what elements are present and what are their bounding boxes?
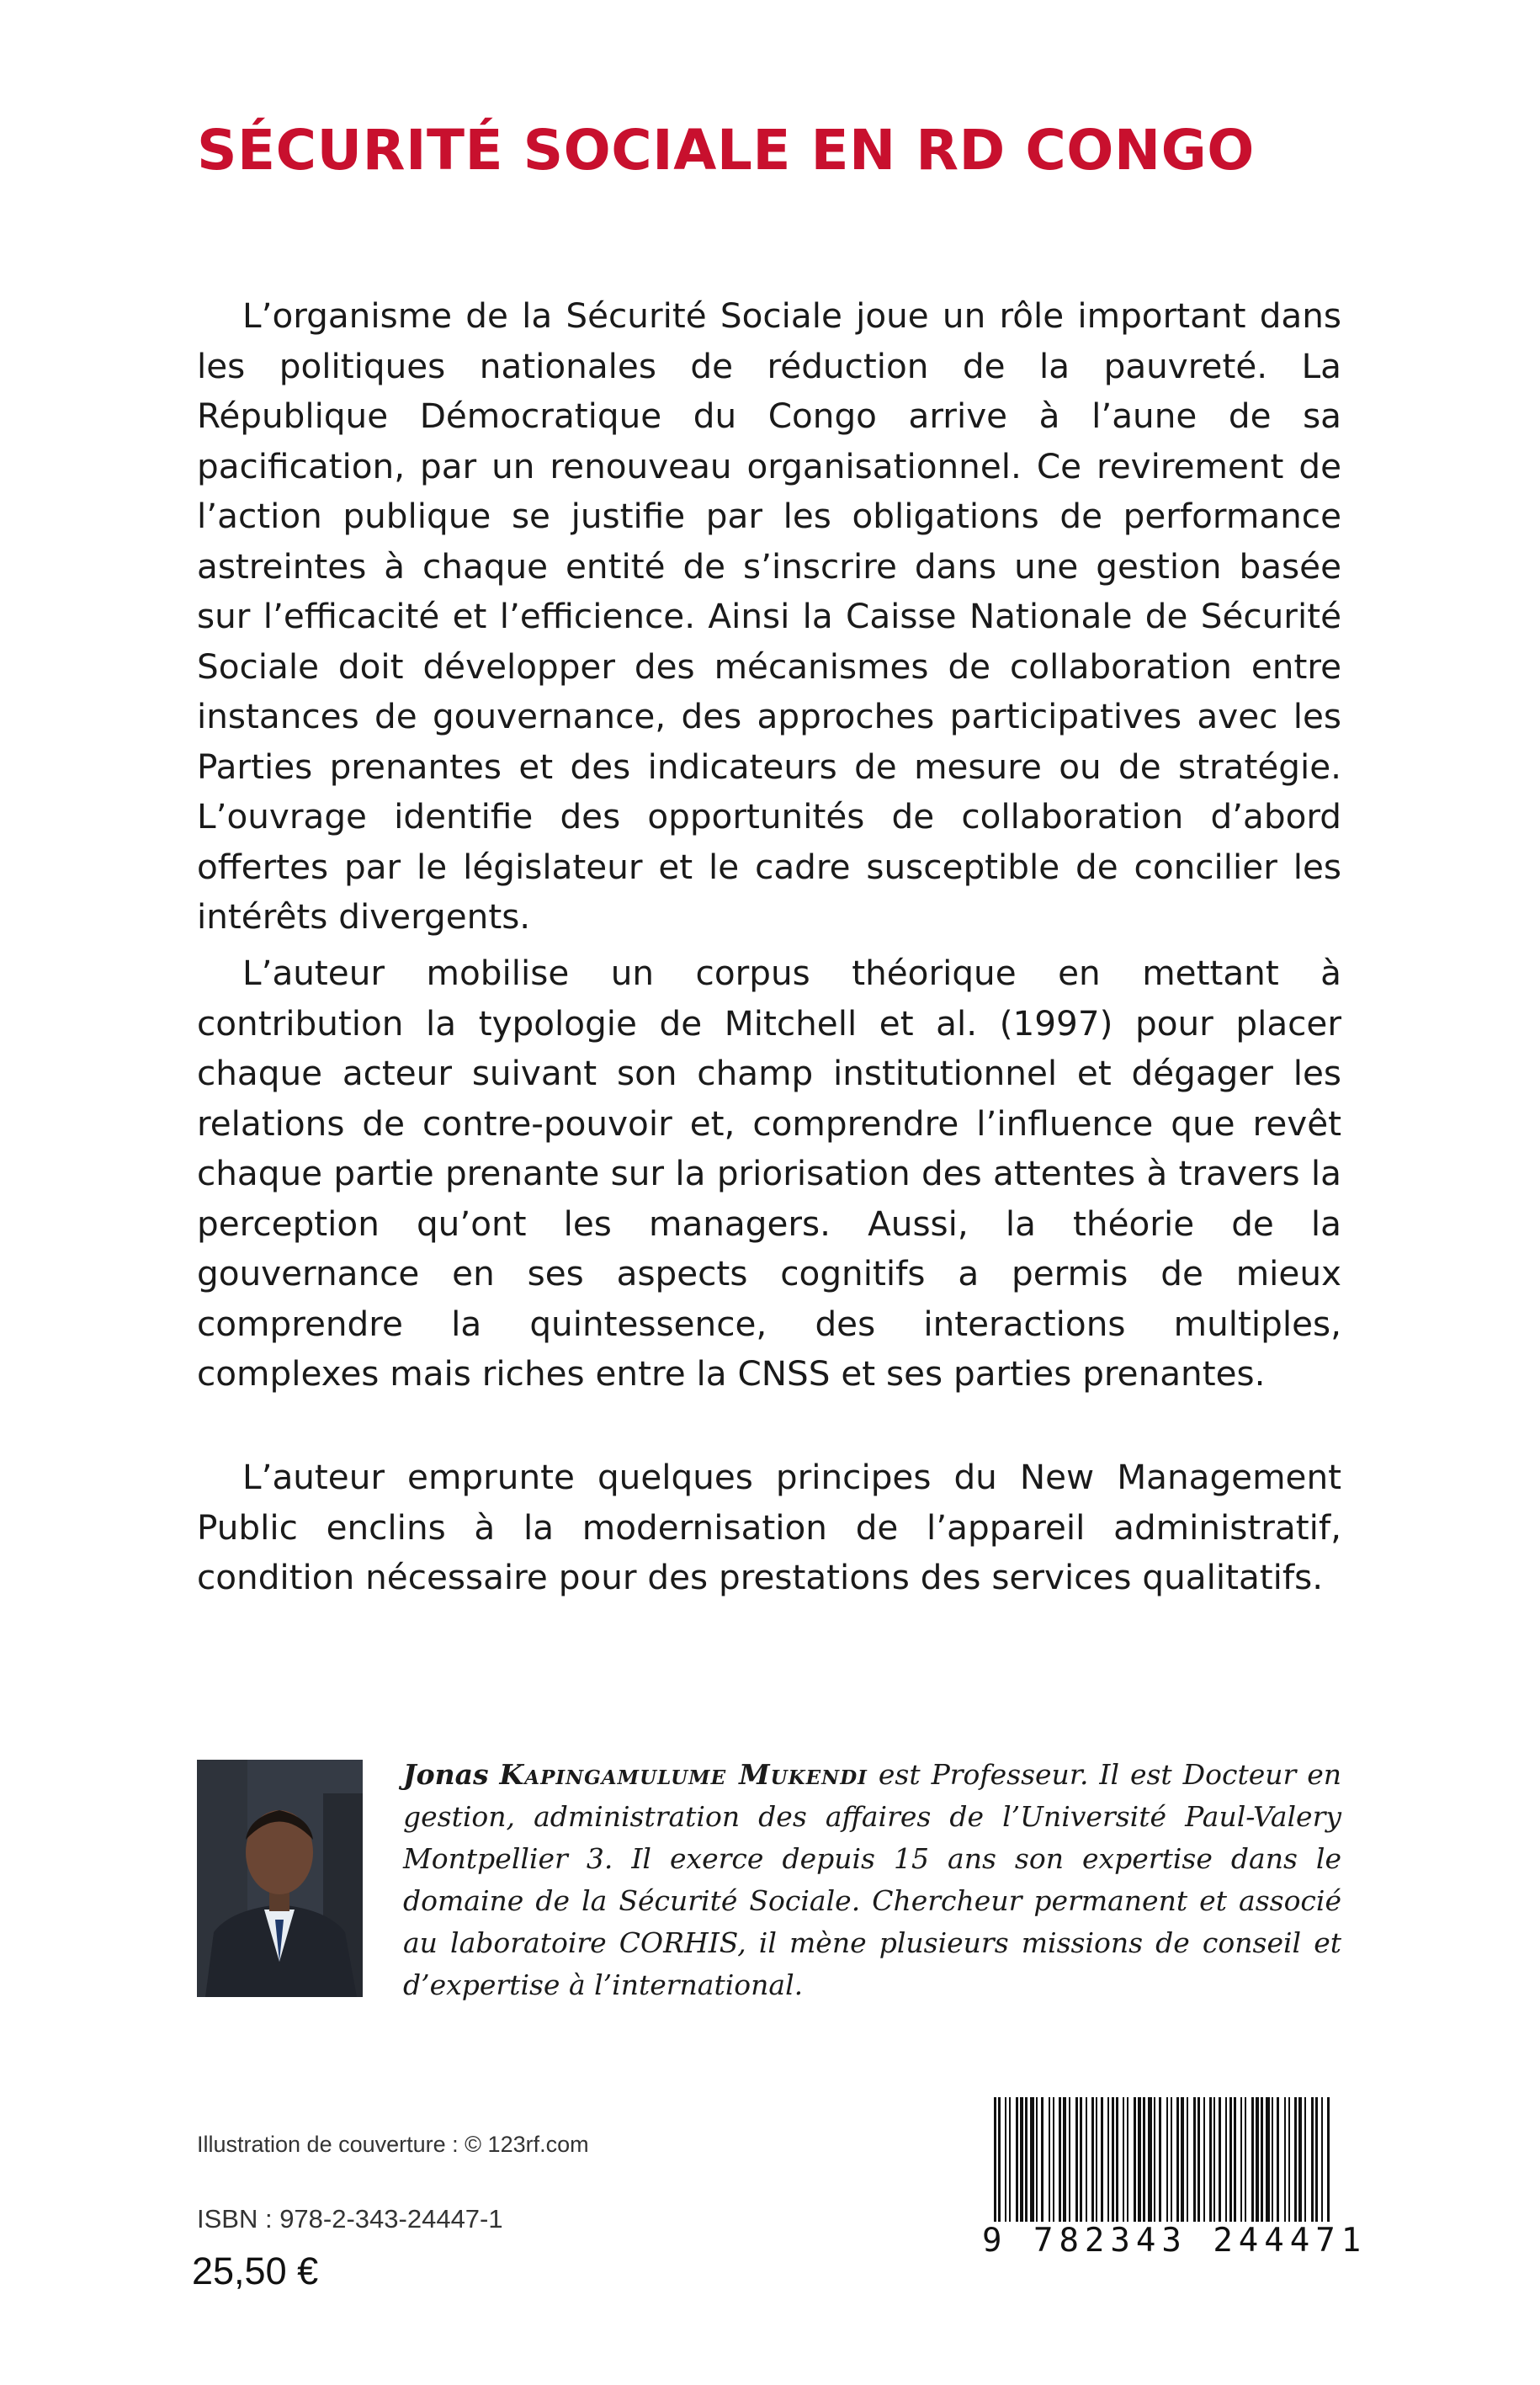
barcode-bar [1209,2097,1212,2232]
barcode-bar [1075,2097,1078,2232]
barcode-bar [1148,2097,1152,2232]
isbn: ISBN : 978-2-343-24447-1 [197,2204,503,2234]
barcode-bar [1123,2097,1124,2232]
cover-credit: Illustration de couverture : © 123rf.com [197,2132,589,2157]
barcode-bar [1181,2097,1184,2232]
barcode-bar [998,2097,1001,2232]
barcode-bar [1288,2097,1290,2232]
author-bio-text: est Professeur. Il est Docteur en gestion, administration des affaires de l’Université Paul-Valery Montpellier 3. Il exerce depuis 15 ans son expertise dans le domaine de la Sécurité Sociale. Chercheur permanent et associé au laboratoire CORHIS, il mène plusieurs missions de conseil et d’expertise à l’international. [403,1758,1342,2001]
barcode-bar [1091,2097,1094,2232]
barcode-bar [1009,2097,1011,2232]
price: 25,50 € [192,2250,319,2292]
barcode-bar [1240,2097,1242,2232]
barcode [982,2097,1367,2265]
author-portrait-icon [197,1760,363,1997]
barcode-bar [1176,2097,1179,2232]
barcode-bar [1025,2097,1028,2232]
author-last-name: Kapingamulume Mukendi [499,1758,868,1791]
barcode-bar [1213,2097,1215,2232]
author-bio [403,1754,1341,2006]
barcode-bar [1154,2097,1155,2232]
summary-paragraph-2: L’auteur mobilise un corpus théorique en mettant à contribution la typologie de Mitchell et al. (1997) pour placer chaque acteur suivant son champ institutionnel et dégager les relations de contre-pouvoir et, comprendre l’influence que revêt chaque partie prenante sur la priorisation des attentes à travers la perception qu’ont les managers. Aussi, la théorie de la gouvernance en ses aspects cognitifs a permis de mieux comprendre la quintessence, des interactions multiples, complexes mais riches entre la CNSS et ses parties prenantes. [197,953,1341,1394]
barcode-bar [1298,2097,1302,2232]
barcode-bar [1134,2097,1136,2232]
author-first-name: Jonas [403,1758,489,1791]
barcode-bar [1080,2097,1082,2232]
barcode-bar [1197,2097,1200,2232]
barcode-bar [1005,2097,1006,2232]
barcode-bar [1266,2097,1270,2232]
barcode-bar [1143,2097,1145,2232]
barcode-bar [1127,2097,1128,2232]
barcode-bar [1159,2097,1161,2232]
barcode-bar [1315,2097,1318,2232]
barcode-bar [1020,2097,1023,2232]
barcode-bar [1171,2097,1172,2232]
barcode-bar [994,2097,996,2232]
barcode-bar [1059,2097,1061,2232]
barcode-bar [1101,2097,1103,2232]
barcode-bar [1321,2097,1323,2232]
barcode-bar [1245,2097,1246,2232]
barcode-bar [1219,2097,1221,2232]
barcode-bar [1041,2097,1043,2232]
barcode-bar [1016,2097,1018,2232]
barcode-bar [1030,2097,1034,2232]
barcode-bar [1284,2097,1286,2232]
barcode-bar [1166,2097,1168,2232]
barcode-bar [1069,2097,1070,2232]
barcode-bar [1225,2097,1227,2232]
barcode-bar [1229,2097,1232,2232]
barcode-bar [1116,2097,1118,2232]
barcode-bar [1096,2097,1097,2232]
barcode-bar [1036,2097,1038,2232]
barcode-bar [1294,2097,1297,2232]
book-title: SÉCURITÉ SOCIALE EN RD CONGO [197,118,1255,183]
barcode-digits: 9 782343 244471 [982,2222,1367,2260]
summary-paragraph-3: L’auteur emprunte quelques principes du New Management Public enclins à la modernisation de l’appareil administratif, condition nécessaire pour des prestations des services qualitatifs. [197,1457,1341,1597]
barcode-bar [1138,2097,1141,2232]
summary-paragraph-1: L’organisme de la Sécurité Sociale joue un rôle important dans les politiques nationales de réduction de la pauvreté. La République Démocratique du Congo arrive à l’aune de sa pacification, par un renouveau organisationnel. Ce revirement de l’action publique se justifie par les obligations de performance astreintes à chaque entité de s’inscrire dans une gestion basée sur l’efficacité et l’efficience. Ainsi la Caisse Nationale de Sécurité Sociale doit développer des mécanismes de collaboration entre instances de gouvernance, des approches participatives avec les Parties prenantes et des indicateurs de mesure ou de stratégie. L’ouvrage identifie des opportunités de collaboration d’abord offertes par le législateur et le cadre susceptible de concilier les intérêts divergents. [197,295,1341,937]
barcode-bar [1086,2097,1087,2232]
barcode-bar [1063,2097,1066,2232]
barcode-bar [1311,2097,1314,2232]
barcode-bar [1256,2097,1259,2232]
barcode-bar [1053,2097,1054,2232]
barcode-bar [1187,2097,1188,2232]
barcode-bar [1277,2097,1279,2232]
barcode-bar [1327,2097,1330,2232]
barcode-bar [1272,2097,1273,2232]
barcode-bar [1261,2097,1263,2232]
barcode-bar [1107,2097,1109,2232]
barcode-bar [1251,2097,1254,2232]
barcode-bar [1234,2097,1236,2232]
barcode-bar [1193,2097,1196,2232]
barcode-bar [1304,2097,1306,2232]
barcode-bar [1049,2097,1050,2232]
author-photo [197,1760,363,1997]
barcode-bar [1112,2097,1114,2232]
barcode-bar [1203,2097,1205,2232]
